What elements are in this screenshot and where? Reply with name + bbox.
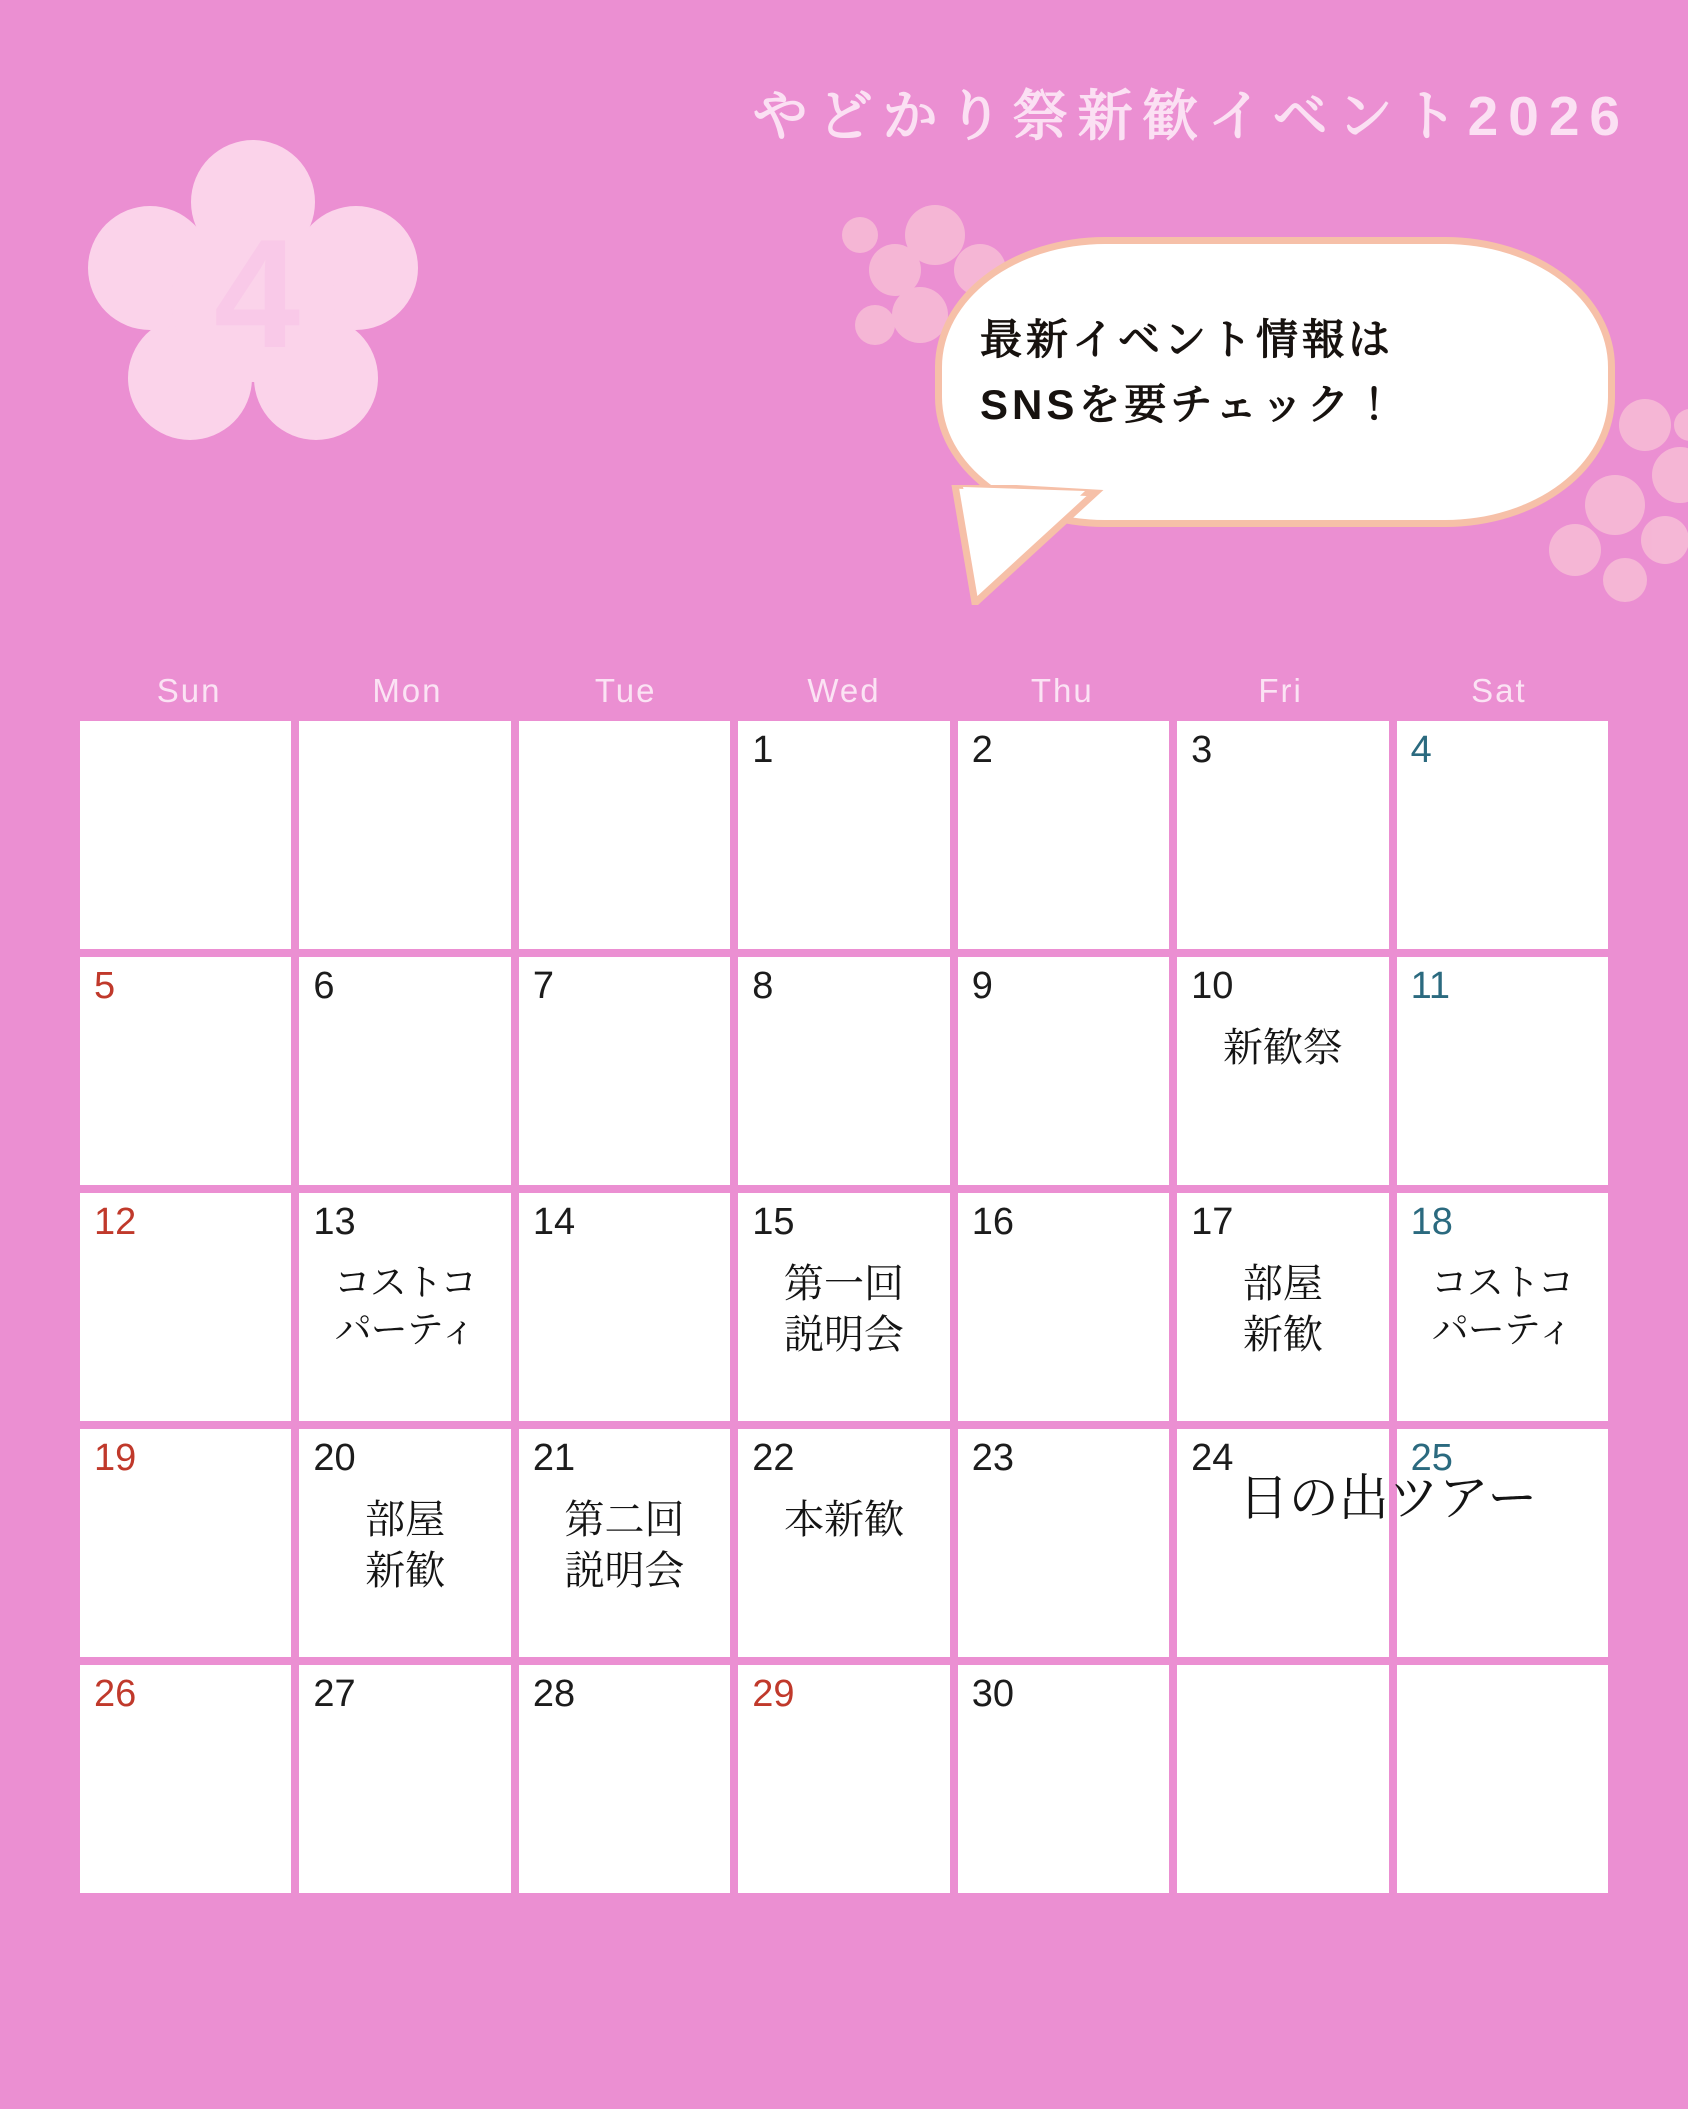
calendar-day-number: 11: [1410, 965, 1451, 1007]
calendar-day-cell[interactable]: [519, 1193, 730, 1421]
calendar-day-cell[interactable]: [299, 1193, 510, 1421]
calendar-day-cell[interactable]: [958, 1193, 1169, 1421]
calendar-day-cell[interactable]: [738, 1429, 949, 1657]
calendar-dow-tue: Tue: [594, 672, 657, 709]
calendar-day-cell[interactable]: [738, 1193, 949, 1421]
calendar-day-cell[interactable]: [80, 1193, 291, 1421]
calendar-event-line: 第一回: [783, 1262, 904, 1306]
calendar-event-line: 部屋: [365, 1498, 446, 1542]
calendar-day-number: 14: [532, 1201, 576, 1243]
bubble-line-2: SNSを要チェック！: [980, 381, 1400, 429]
calendar-day-number: 25: [1410, 1437, 1453, 1479]
calendar-day-number: 26: [94, 1673, 137, 1715]
month-badge: [88, 140, 418, 440]
calendar-day-cell[interactable]: [80, 1429, 291, 1657]
calendar-event-line: コストコ: [1431, 1262, 1574, 1303]
calendar-event-line: 新歓: [365, 1549, 446, 1594]
calendar-day-cell[interactable]: [958, 957, 1169, 1185]
calendar-day-number: 4: [1410, 729, 1432, 771]
calendar-day-number: 20: [313, 1437, 356, 1479]
calendar-event-line: 部屋: [1242, 1262, 1323, 1306]
calendar-day-number: 5: [94, 965, 116, 1007]
calendar-day-number: 9: [971, 965, 993, 1007]
calendar-day-cell[interactable]: [1397, 957, 1608, 1185]
calendar-day-cell[interactable]: [299, 1429, 510, 1657]
calendar-event-line: パーティ: [1431, 1309, 1573, 1351]
calendar-week-row: [80, 957, 1608, 1185]
calendar-day-number: 10: [1191, 965, 1234, 1007]
calendar-day-number: 29: [752, 1673, 795, 1715]
calendar-weeks: [80, 721, 1608, 1893]
calendar-day-number: 21: [532, 1437, 576, 1479]
calendar-day-number: 17: [1191, 1201, 1234, 1243]
calendar-day-number: 30: [971, 1673, 1014, 1715]
calendar-day-cell[interactable]: [738, 721, 949, 949]
calendar-dow-sun: Sun: [156, 672, 222, 709]
calendar-day-number: 28: [532, 1673, 576, 1715]
calendar-dow-sat: Sat: [1471, 672, 1527, 709]
calendar-dow-wed: Wed: [807, 672, 881, 709]
calendar-day-event: [738, 1495, 949, 1546]
calendar-empty-cell: [80, 721, 291, 949]
calendar-day-cell[interactable]: [958, 721, 1169, 949]
calendar-day-cell[interactable]: [1177, 957, 1388, 1185]
calendar-day-event: [299, 1495, 510, 1597]
calendar-day-cell[interactable]: [80, 957, 291, 1185]
calendar-day-cell[interactable]: [80, 1665, 291, 1893]
calendar-week-row: [80, 721, 1608, 949]
calendar-dow-fri: Fri: [1258, 672, 1303, 709]
calendar-week-row: [80, 1193, 1608, 1421]
calendar-day-event: [738, 1259, 949, 1361]
calendar-day-number: 15: [752, 1201, 795, 1243]
calendar-day-cell[interactable]: [1177, 721, 1388, 949]
calendar-day-number: 7: [532, 965, 554, 1007]
calendar-event-line: 説明会: [783, 1313, 904, 1358]
calendar-day-event: [299, 1259, 510, 1354]
calendar-day-cell[interactable]: [738, 1665, 949, 1893]
calendar-day-cell[interactable]: [519, 1665, 730, 1893]
calendar-span-event: 日の出ツアー: [1238, 1470, 1538, 1526]
calendar-day-cell[interactable]: [958, 1665, 1169, 1893]
calendar-day-number: 18: [1410, 1201, 1453, 1243]
calendar: [80, 672, 1608, 1901]
calendar-day-number: 13: [313, 1201, 356, 1243]
calendar-day-cell[interactable]: [299, 957, 510, 1185]
calendar-dow-header: [80, 672, 1608, 710]
calendar-day-number: 8: [752, 965, 774, 1007]
calendar-event-line: パーティ: [334, 1309, 476, 1351]
calendar-day-number: 3: [1191, 729, 1213, 771]
calendar-event-line: コストコ: [333, 1262, 477, 1303]
calendar-day-cell[interactable]: [958, 1429, 1169, 1657]
calendar-event-line: 第二回: [564, 1498, 685, 1542]
calendar-event-line: 新歓祭: [1222, 1026, 1343, 1070]
calendar-day-number: 16: [971, 1201, 1014, 1243]
calendar-day-number: 1: [752, 729, 774, 771]
calendar-day-number: 2: [971, 729, 993, 771]
calendar-day-number: 23: [971, 1437, 1014, 1479]
calendar-day-cell[interactable]: [738, 957, 949, 1185]
calendar-empty-cell: [299, 721, 510, 949]
calendar-event-line: 新歓: [1242, 1313, 1323, 1358]
calendar-empty-cell: [1397, 1665, 1608, 1893]
calendar-day-event: [1177, 1259, 1388, 1361]
calendar-empty-cell: [1177, 1665, 1388, 1893]
calendar-day-event: [1397, 1259, 1608, 1354]
speech-bubble: [905, 215, 1645, 635]
calendar-day-number: 12: [94, 1201, 137, 1243]
calendar-day-number: 6: [313, 965, 335, 1007]
bubble-line-1: 最新イベント情報は: [980, 316, 1395, 363]
calendar-day-cell[interactable]: [1177, 1193, 1388, 1421]
calendar-day-cell[interactable]: [299, 1665, 510, 1893]
calendar-day-cell[interactable]: [519, 957, 730, 1185]
calendar-day-cell[interactable]: [1397, 1193, 1608, 1421]
calendar-week-row: [80, 1665, 1608, 1893]
month-number: 4: [213, 206, 301, 380]
calendar-day-cell[interactable]: [1397, 721, 1608, 949]
calendar-dow-mon: Mon: [372, 672, 443, 709]
calendar-day-number: 22: [752, 1437, 795, 1479]
calendar-event-line: 本新歓: [783, 1498, 904, 1542]
bubble-tail: [945, 485, 1115, 605]
calendar-day-event: [519, 1495, 730, 1597]
calendar-day-number: 19: [94, 1437, 137, 1479]
calendar-day-number: 27: [313, 1673, 356, 1715]
page-title: やどかり祭新歓イベント2026: [752, 85, 1630, 147]
bubble-text: [980, 307, 1580, 437]
calendar-empty-cell: [519, 721, 730, 949]
calendar-dow-thu: Thu: [1030, 672, 1094, 709]
calendar-day-cell[interactable]: [519, 1429, 730, 1657]
calendar-event-line: 説明会: [564, 1549, 685, 1594]
calendar-day-event: [1177, 1023, 1388, 1074]
calendar-day-number: 24: [1191, 1437, 1234, 1479]
